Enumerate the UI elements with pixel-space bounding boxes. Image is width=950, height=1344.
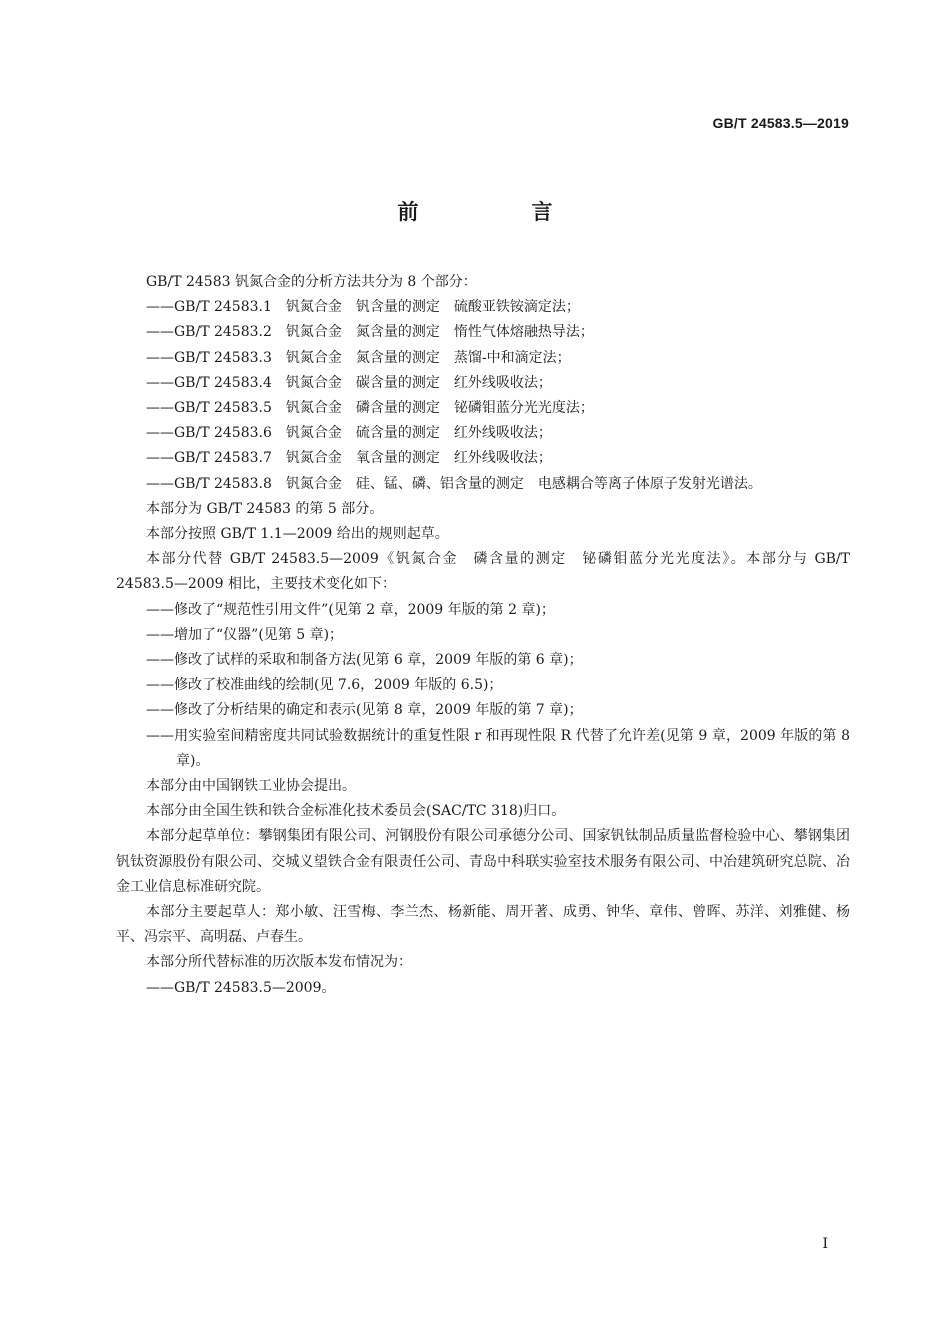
list-item: ——GB/T 24583.5—2009。	[146, 979, 336, 996]
list-item: ——修改了校准曲线的绘制(见 7.6，2009 年版的 6.5)；	[146, 677, 503, 694]
list-item: ——GB/T 24583.2 钒氮合金 氮含量的测定 惰性气体熔融热导法；	[146, 324, 594, 341]
drafting-rules-paragraph: 本部分按照 GB/T 1.1—2009 给出的规则起草。	[146, 526, 449, 543]
changes-list	[116, 598, 850, 774]
list-item: ——GB/T 24583.7 钒氮合金 氧含量的测定 红外线吸收法；	[146, 450, 552, 467]
drafting-units-paragraph: 本部分起草单位：攀钢集团有限公司、河钢股份有限公司承德分公司、国家钒钛制品质量监督检验中心、攀钢集团钒钛资源股份有限公司、交城义望铁合金有限责任公司、青岛中科联实验室技术服务有限公司、中冶建筑研究总院、冶金工业信息标准研究院。	[116, 828, 850, 895]
list-item: ——修改了分析结果的确定和表示(见第 8 章，2009 年版的第 7 章)；	[146, 702, 583, 719]
list-item: ——GB/T 24583.4 钒氮合金 碳含量的测定 红外线吸收法；	[146, 374, 552, 391]
history-list	[116, 976, 850, 1001]
drafters-paragraph: 本部分主要起草人：郑小敏、汪雪梅、李兰杰、杨新能、周开著、成勇、钟华、章伟、曾晖、苏洋、刘雅健、杨平、冯宗平、高明磊、卢春生。	[116, 904, 850, 946]
history-label-paragraph: 本部分所代替标准的历次版本发布情况为：	[146, 954, 412, 971]
centralized-by-paragraph: 本部分由全国生铁和铁合金标准化技术委员会(SAC/TC 318)归口。	[146, 803, 566, 820]
list-item: ——GB/T 24583.1 钒氮合金 钒含量的测定 硫酸亚铁铵滴定法；	[146, 299, 580, 316]
proposed-by-paragraph: 本部分由中国钢铁工业协会提出。	[146, 778, 356, 795]
document-code: GB/T 24583.5—2019	[712, 115, 849, 131]
list-item: ——GB/T 24583.5 钒氮合金 磷含量的测定 铋磷钼蓝分光光度法；	[146, 400, 594, 417]
list-item: ——GB/T 24583.3 钒氮合金 氮含量的测定 蒸馏-中和滴定法；	[146, 349, 571, 366]
replacement-paragraph: 本部分代替 GB/T 24583.5—2009《钒氮合金 磷含量的测定 铋磷钼蓝分光光度法》。本部分与 GB/T 24583.5—2009 相比，主要技术变化如下：	[116, 551, 850, 593]
parts-list	[116, 295, 850, 497]
part-number-paragraph: 本部分为 GB/T 24583 的第 5 部分。	[146, 500, 384, 517]
section-title: 前 言	[397, 200, 599, 224]
list-item: ——GB/T 24583.6 钒氮合金 硫含量的测定 红外线吸收法；	[146, 425, 552, 442]
list-item: ——修改了试样的采取和制备方法(见第 6 章，2009 年版的第 6 章)；	[146, 652, 583, 669]
list-item: ——用实验室间精密度共同试验数据统计的重复性限 r 和再现性限 R 代替了允许差(见第 9 章，2009 年版的第 8 章)。	[146, 727, 850, 769]
list-item: ——修改了“规范性引用文件”(见第 2 章，2009 年版的第 2 章)；	[146, 601, 555, 618]
page-number: I	[822, 1236, 828, 1252]
intro-paragraph: GB/T 24583 钒氮合金的分析方法共分为 8 个部分：	[146, 274, 477, 290]
foreword-body	[116, 270, 850, 1001]
list-item: ——GB/T 24583.8 钒氮合金 硅、锰、磷、铝含量的测定 电感耦合等离子体原子发射光谱法。	[146, 475, 762, 492]
list-item: ——增加了“仪器”(见第 5 章)；	[146, 626, 344, 643]
